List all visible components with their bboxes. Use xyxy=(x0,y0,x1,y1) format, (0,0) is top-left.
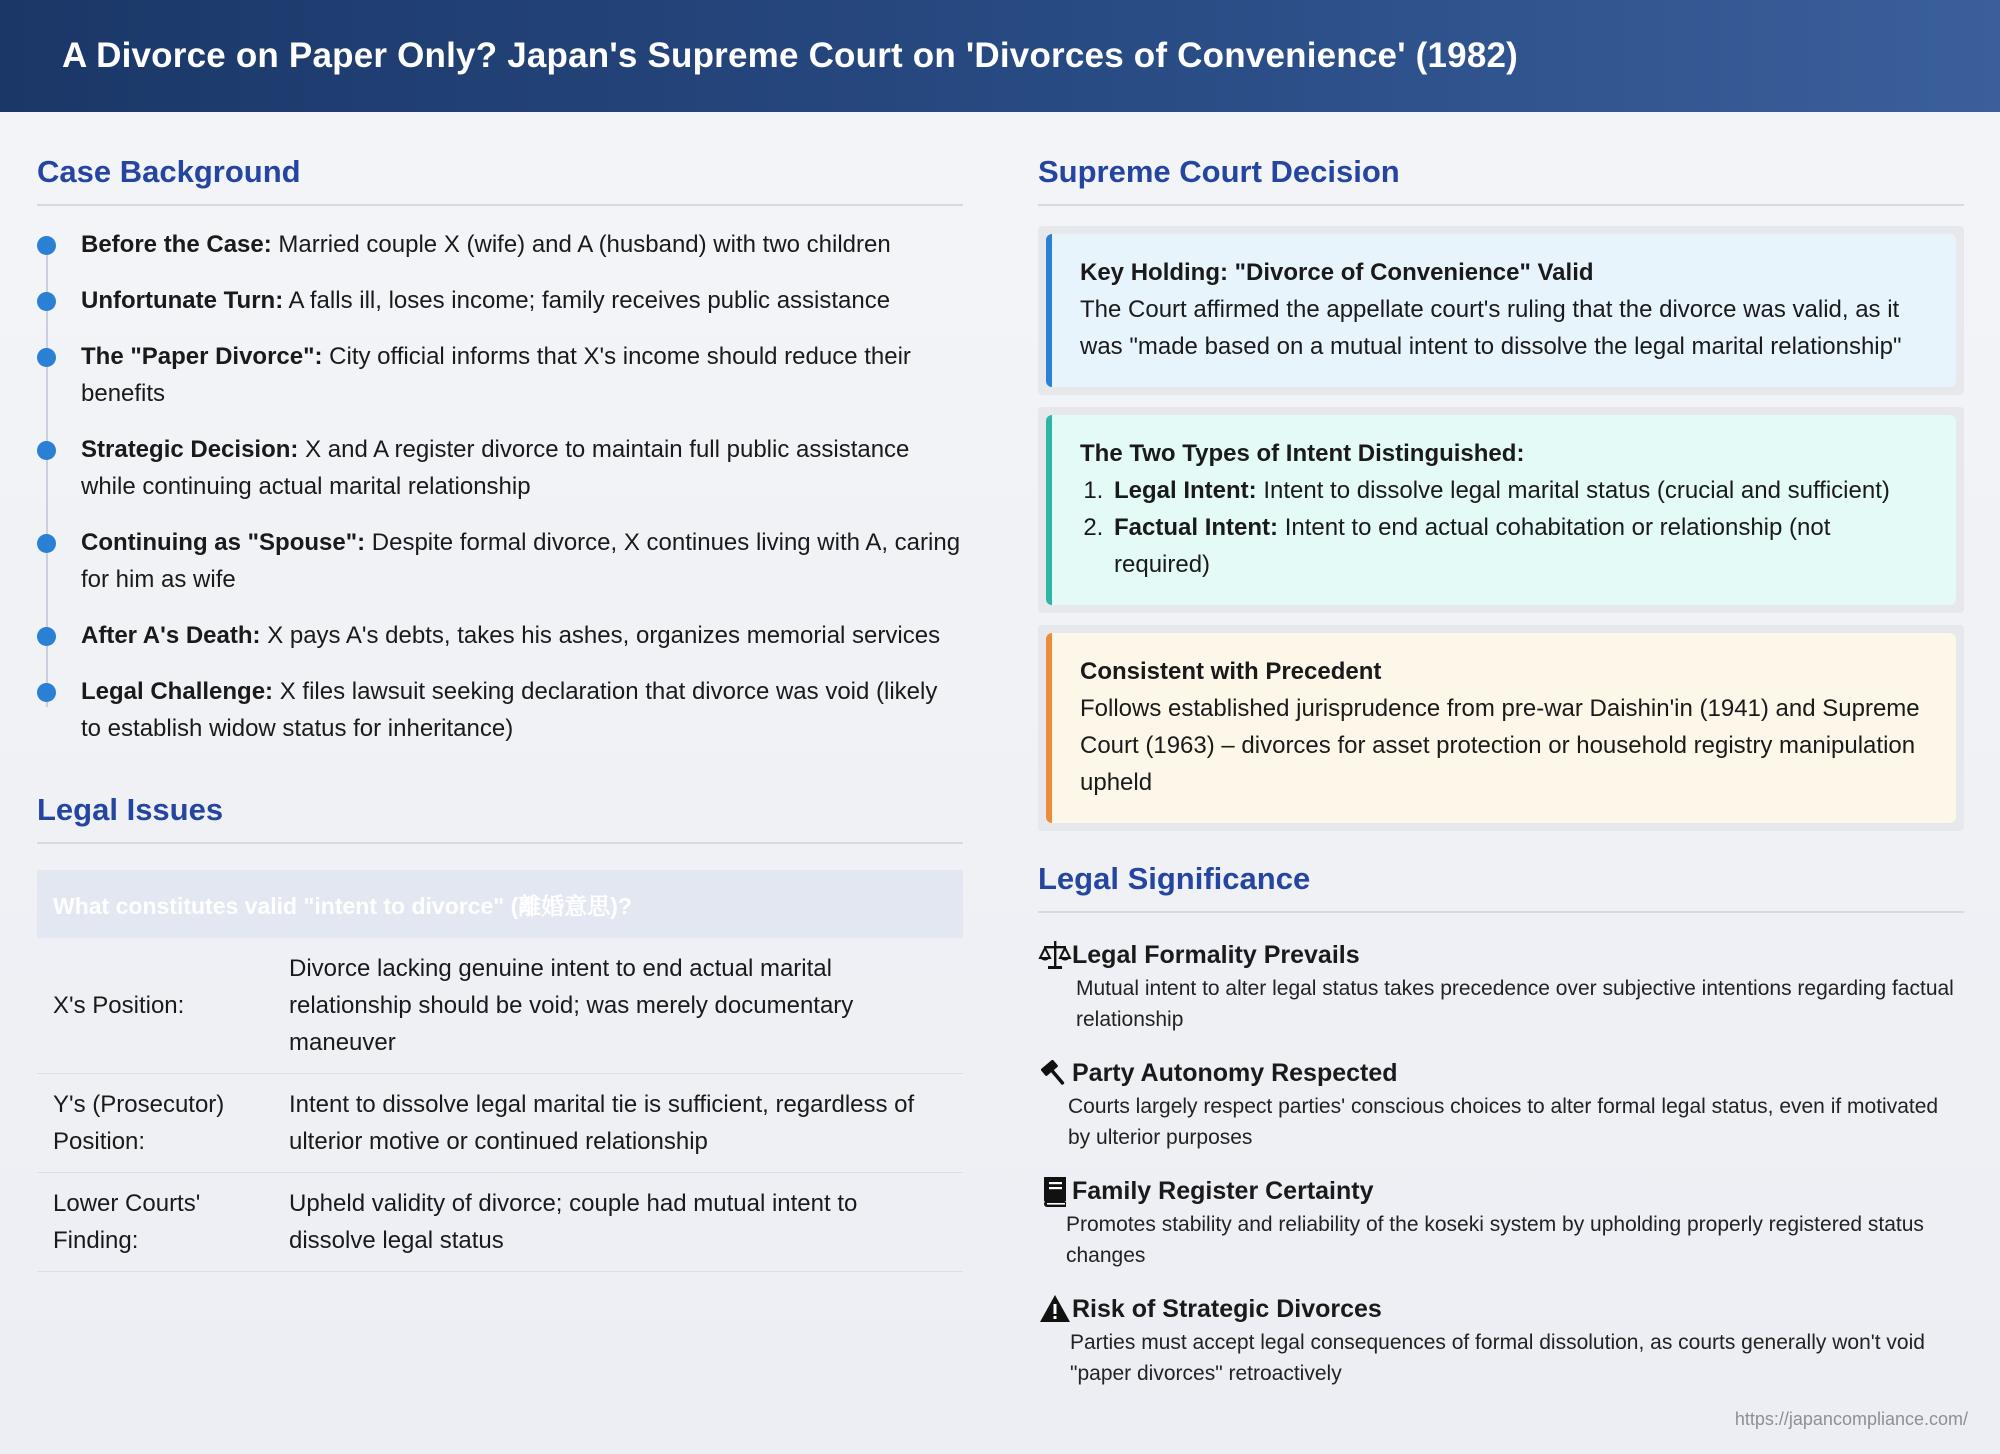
timeline-dot xyxy=(37,627,56,646)
significance-item xyxy=(1038,1055,1964,1153)
timeline-item xyxy=(81,282,963,319)
timeline-label: After A's Death: xyxy=(81,622,261,649)
intent-card-wrap xyxy=(1038,407,1964,613)
timeline-dot xyxy=(37,441,56,460)
timeline-label: Continuing as "Spouse": xyxy=(81,529,366,556)
book-icon xyxy=(1038,1174,1072,1208)
significance-title: Legal Significance xyxy=(1038,861,1964,913)
intent-text: Intent to dissolve legal marital status (crucial and sufficient) xyxy=(1263,477,1890,504)
issue-question: What constitutes valid "intent to divorce" (離婚意思)? xyxy=(37,870,963,938)
precedent-text: Follows established jurisprudence from pre-war Daishin'in (1941) and Supreme Court (1963) – divorces for asset protection or household registry manipulation upheld xyxy=(1080,695,1920,796)
precedent-card xyxy=(1046,633,1956,823)
timeline-dot xyxy=(37,236,56,255)
significance-item-text: Parties must accept legal consequences of formal dissolution, as courts generally won't void "paper divorces" retroactively xyxy=(1070,1331,1925,1385)
party-position: Upheld validity of divorce; couple had mutual intent to dissolve legal status xyxy=(289,1190,858,1254)
timeline-item xyxy=(81,617,963,654)
precedent-title: Consistent with Precedent xyxy=(1080,658,1382,685)
significance-item xyxy=(1038,937,1964,1035)
intent-types-card xyxy=(1046,415,1956,605)
timeline-item xyxy=(81,431,963,505)
decision-title: Supreme Court Decision xyxy=(1038,154,1964,206)
timeline-text: X pays A's debts, takes his ashes, organizes memorial services xyxy=(267,622,941,649)
timeline-label: Strategic Decision: xyxy=(81,436,299,463)
intent-text: Intent to end actual cohabitation or relationship (not required) xyxy=(1114,514,1831,578)
significance-item-title: Family Register Certainty xyxy=(1072,1177,1374,1205)
case-timeline xyxy=(37,226,963,747)
timeline-dot xyxy=(37,683,56,702)
significance-item-title: Legal Formality Prevails xyxy=(1072,941,1360,969)
intent-label: Factual Intent: xyxy=(1114,514,1279,541)
timeline-item xyxy=(81,338,963,412)
party-position: Intent to dissolve legal marital tie is sufficient, regardless of ulterior motive or continued relationship xyxy=(289,1091,915,1155)
timeline-text: Married couple X (wife) and A (husband) with two children xyxy=(278,231,891,258)
key-holding-text: The Court affirmed the appellate court's ruling that the divorce was valid, as it was "made based on a mutual intent to dissolve the legal marital relationship" xyxy=(1080,296,1902,360)
significance-item-text: Mutual intent to alter legal status takes precedence over subjective intentions regarding factual relationship xyxy=(1076,977,1954,1031)
list-item xyxy=(1110,509,1928,583)
case-background-title: Case Background xyxy=(37,154,963,206)
significance-item xyxy=(1038,1291,1964,1389)
header-banner xyxy=(0,0,2000,112)
timeline-item xyxy=(81,673,963,747)
key-holding-card xyxy=(1046,234,1956,387)
significance-item-text: Courts largely respect parties' conscious choices to alter formal legal status, even if motivated by ulterior purposes xyxy=(1068,1095,1939,1149)
intent-label: Legal Intent: xyxy=(1114,477,1257,504)
warning-icon xyxy=(1038,1292,1072,1326)
timeline-item xyxy=(81,524,963,598)
party-label: Y's (Prosecutor) Position: xyxy=(53,1091,225,1155)
right-column xyxy=(1038,112,1964,1409)
left-column xyxy=(37,112,963,1272)
party-label: X's Position: xyxy=(53,992,185,1019)
timeline-label: Before the Case: xyxy=(81,231,272,258)
timeline-text: X and A register divorce to maintain full public assistance while continuing actual marital relationship xyxy=(81,436,910,500)
holding-card-wrap xyxy=(1038,226,1964,395)
significance-list xyxy=(1038,937,1964,1389)
table-row xyxy=(37,1074,963,1173)
timeline-label: The "Paper Divorce": xyxy=(81,343,323,370)
precedent-card-wrap xyxy=(1038,625,1964,831)
party-label: Lower Courts' Finding: xyxy=(53,1190,201,1254)
intent-types-list xyxy=(1080,472,1928,583)
timeline-text: Despite formal divorce, X continues living with A, caring for him as wife xyxy=(81,529,961,593)
significance-item-text: Promotes stability and reliability of the koseki system by upholding properly registered status changes xyxy=(1066,1213,1924,1267)
list-item xyxy=(1110,472,1928,509)
page-title: A Divorce on Paper Only? Japan's Supreme Court on 'Divorces of Convenience' (1982) xyxy=(62,36,1519,75)
scale-icon xyxy=(1038,938,1072,972)
key-holding-title: Key Holding: "Divorce of Convenience" Valid xyxy=(1080,259,1594,286)
timeline-dot xyxy=(37,534,56,553)
legal-issues-title: Legal Issues xyxy=(37,792,963,844)
timeline-text: X files lawsuit seeking declaration that divorce was void (likely to establish widow status for inheritance) xyxy=(81,678,938,742)
timeline-dot xyxy=(37,292,56,311)
table-row xyxy=(37,1173,963,1272)
significance-item-title: Party Autonomy Respected xyxy=(1072,1059,1398,1087)
table-row xyxy=(37,938,963,1074)
timeline-item xyxy=(81,226,963,263)
party-position: Divorce lacking genuine intent to end actual marital relationship should be void; was merely documentary maneuver xyxy=(289,955,854,1056)
timeline-dot xyxy=(37,348,56,367)
timeline-text: A falls ill, loses income; family receives public assistance xyxy=(288,287,891,314)
significance-item-title: Risk of Strategic Divorces xyxy=(1072,1295,1382,1323)
timeline-label: Legal Challenge: xyxy=(81,678,274,705)
intent-types-title: The Two Types of Intent Distinguished: xyxy=(1080,440,1525,467)
gavel-icon xyxy=(1038,1056,1072,1090)
footer-url[interactable]: https://japancompliance.com/ xyxy=(1734,1409,1968,1429)
timeline-label: Unfortunate Turn: xyxy=(81,287,284,314)
timeline-text: City official informs that X's income should reduce their benefits xyxy=(81,343,911,407)
significance-item xyxy=(1038,1173,1964,1271)
